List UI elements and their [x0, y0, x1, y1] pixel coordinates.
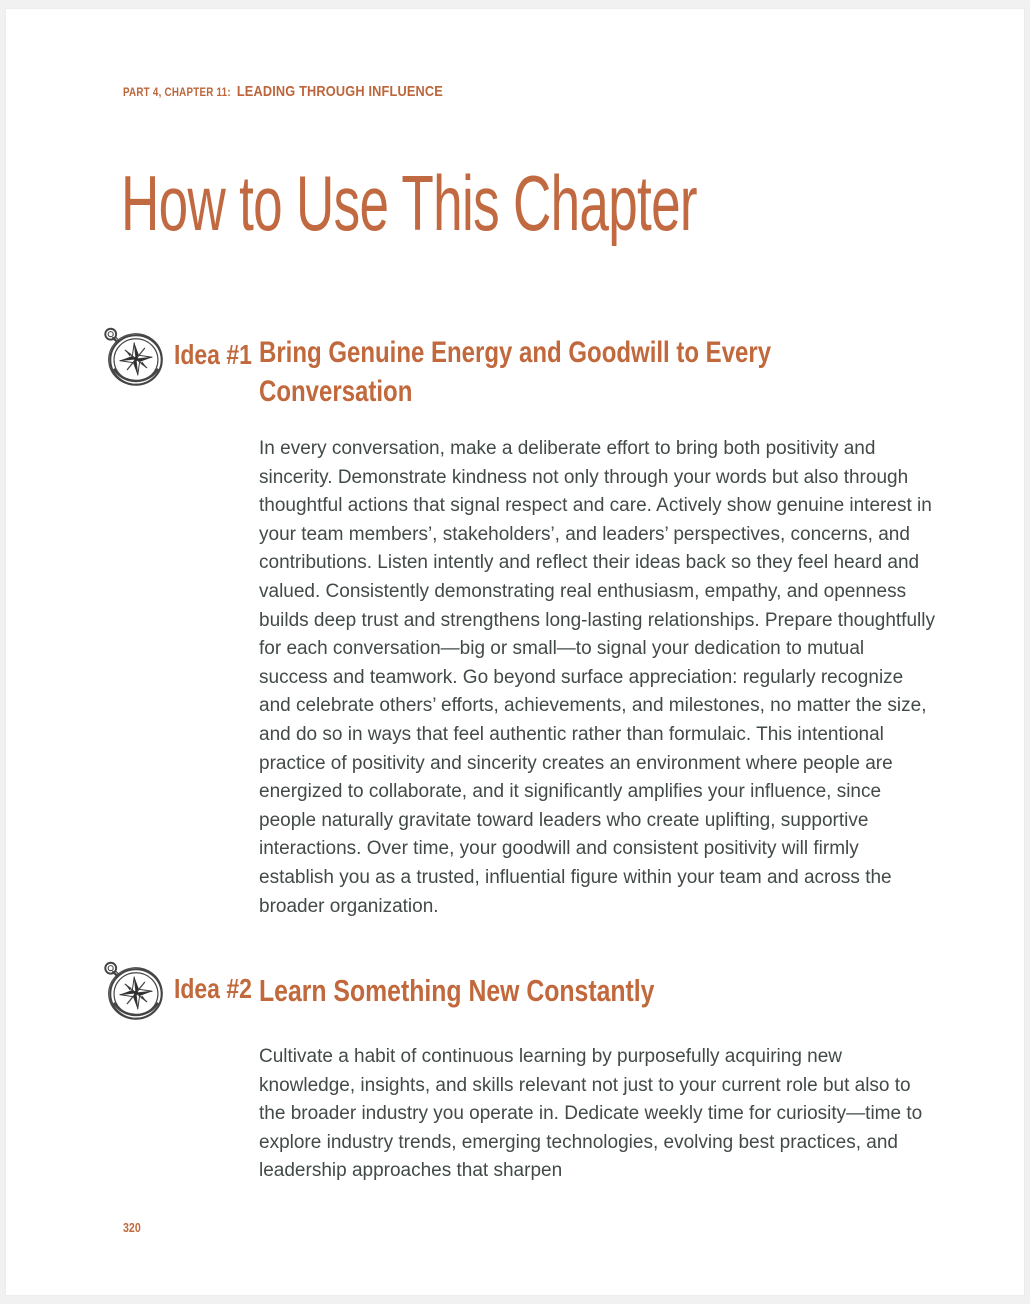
compass-icon: [101, 325, 169, 389]
page-number: 320: [123, 1221, 141, 1235]
idea-1-label: Idea #1: [174, 339, 252, 370]
idea-2-body-text: Cultivate a habit of continuous learning by purposefully acquiring new knowledge, insights, and skills relevant not just to your current role but also to the broader industry you operate in. Dedicate weekly time for curiosity—time to explore industry trends, emerging technologies, evolving best practices, and leadership approaches that sharpen: [259, 1046, 923, 1182]
kicker-chapter-title: LEADING THROUGH INFLUENCE: [236, 83, 443, 100]
chapter-kicker: [123, 83, 443, 100]
idea-2-heading: Learn Something New Constantly: [259, 973, 655, 1008]
idea-1-body-text: In every conversation, make a deliberate effort to bring both positivity and sincerity. Demonstrate kindness not only through your words but also through thoughtful actions that signal respect and care. Actively show genuine interest in your team members’, stakeholders’, and leaders’ perspectives, concerns, and contributions. Listen intently and reflect their ideas back so they feel heard and valued. Consistently demonstrating real enthusiasm, empathy, and openness builds deep trust and strengthens long-lasting relationships. Prepare thoughtfully for each conversation—big or small—to signal your dedication to mutual success and teamwork. Go beyond surface appreciation: regularly recognize and celebrate others’ efforts, achievements, and milestones, no matter the size, and do so in ways that feel authentic rather than formulaic. This intentional practice of positivity and sincerity creates an environment where people are energized to collaborate, and it significantly amplifies your influence, since people naturally gravitate toward leaders who create uplifting, supportive interactions. Over time, your goodwill and consistent positivity will firmly establish you as a trusted, influential figure within your team and across the broader organization.: [259, 438, 935, 917]
kicker-part-chapter: PART 4, CHAPTER 11:: [123, 87, 231, 99]
idea-2-label: Idea #2: [174, 973, 252, 1004]
idea-1-heading: Bring Genuine Energy and Goodwill to Every Conversation: [259, 336, 772, 408]
book-page: [5, 8, 1025, 1296]
compass-icon: [101, 959, 169, 1023]
page-title: How to Use This Chapter: [121, 159, 697, 247]
